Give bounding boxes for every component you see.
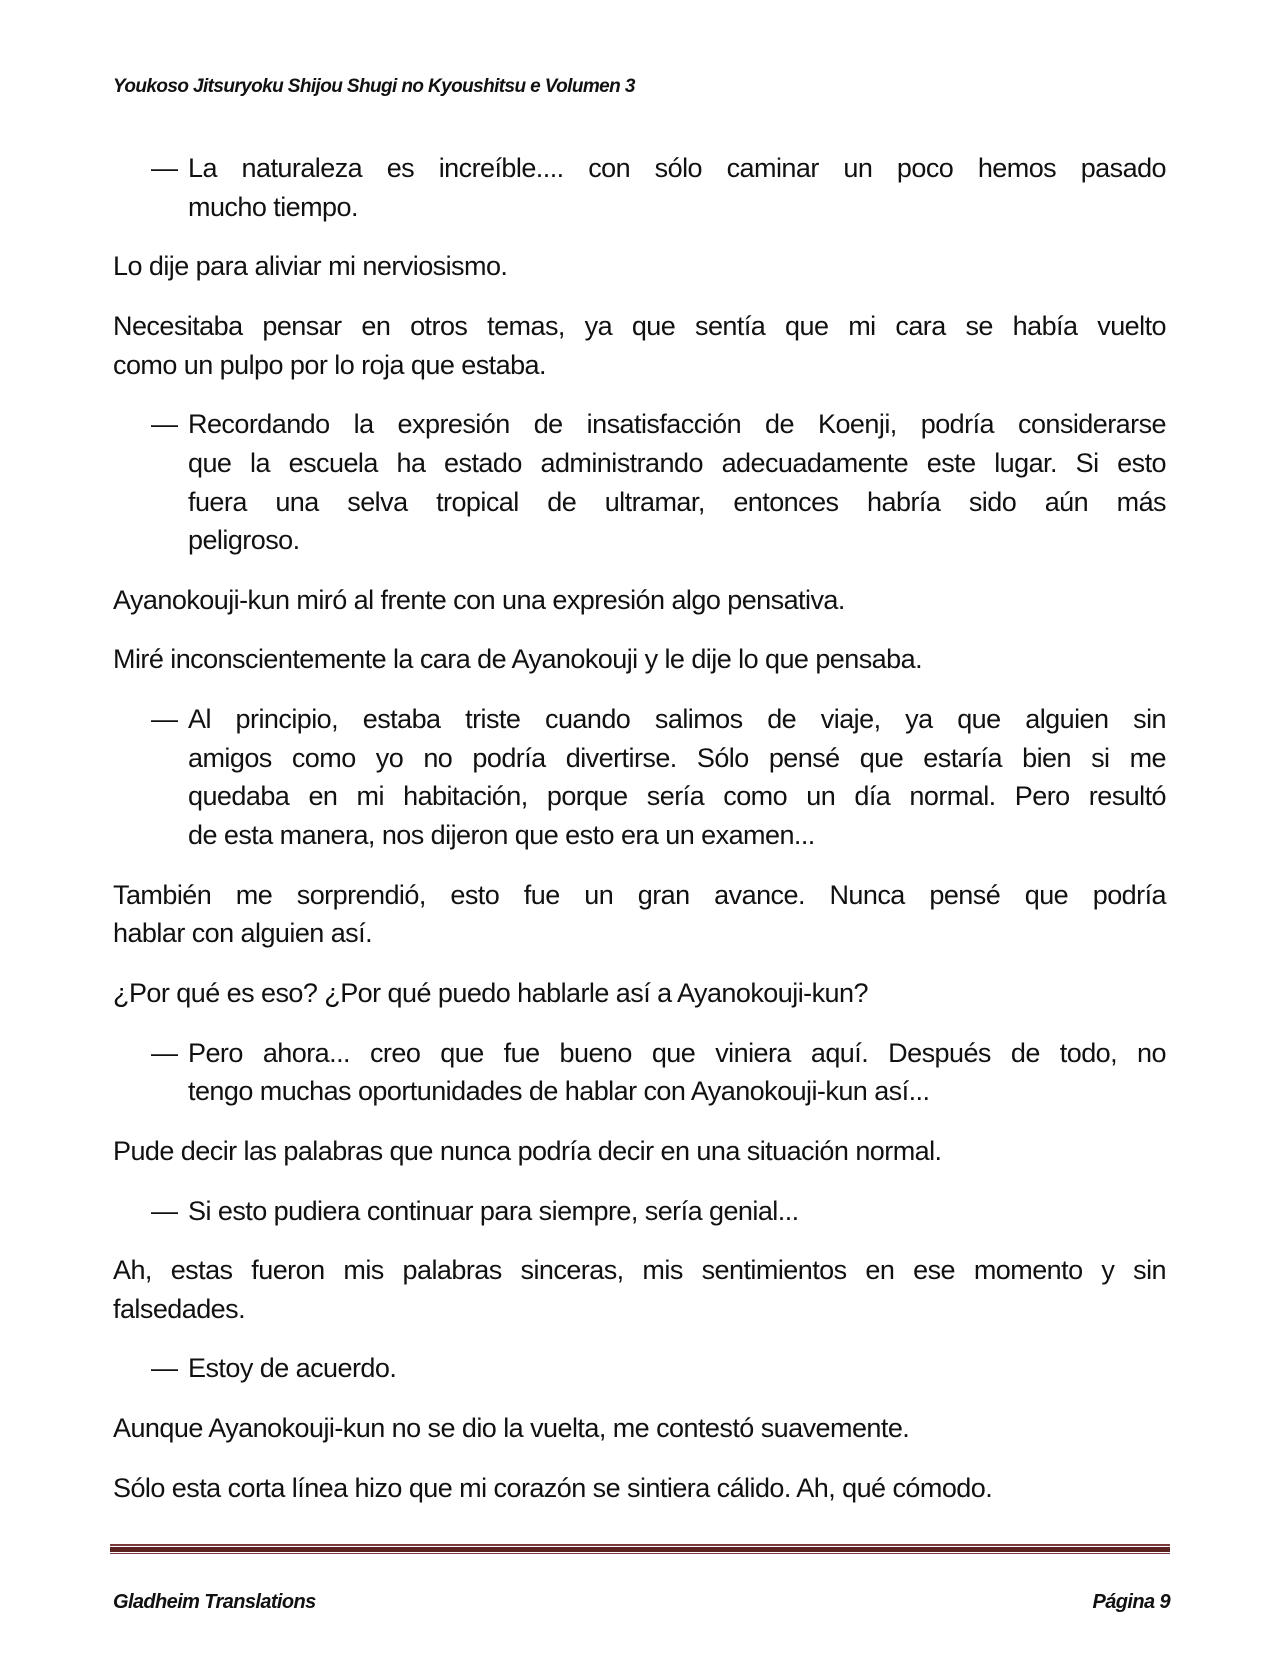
text-line: Estoy de acuerdo. — [188, 1353, 397, 1384]
text-line: La naturaleza es increíble.... con sólo caminar un poco hemos pasado — [188, 153, 1166, 183]
text-line: Necesitaba pensar en otros temas, ya que sentía que mi cara se había vuelto — [113, 310, 1166, 341]
footer-translator: Gladheim Translations — [113, 1591, 316, 1613]
text-line: como un pulpo por lo roja que estaba. — [113, 349, 546, 380]
text-line: Pude decir las palabras que nunca podría decir en una situación normal. — [113, 1135, 942, 1166]
narration-paragraph — [113, 1469, 1166, 1508]
dialogue-dash: — — [151, 1353, 178, 1384]
text-line: quedaba en mi habitación, porque sería como un día normal. Pero resultó — [188, 781, 1166, 812]
text-line: peligroso. — [188, 525, 300, 556]
dialogue-dash: — — [151, 1037, 178, 1068]
page-number: Página 9 — [1092, 1591, 1170, 1613]
narration-paragraph — [113, 1251, 1166, 1328]
narration-paragraph — [113, 1132, 1166, 1171]
dialogue-dash: — — [151, 153, 178, 183]
dialogue-dash: — — [151, 704, 178, 735]
text-line: Ah, estas fueron mis palabras sinceras, mis sentimientos en ese momento y sin — [113, 1255, 1166, 1286]
narration-paragraph — [113, 1409, 1166, 1448]
dialogue-paragraph — [113, 149, 1166, 226]
text-line: ¿Por qué es eso? ¿Por qué puedo hablarle así a Ayanokouji-kun? — [113, 978, 868, 1009]
text-line: fuera una selva tropical de ultramar, entonces habría sido aún más — [188, 486, 1166, 517]
narration-paragraph — [113, 247, 1166, 286]
dialogue-dash: — — [151, 409, 178, 440]
text-line: Lo dije para aliviar mi nerviosismo. — [113, 251, 508, 282]
narration-paragraph — [113, 581, 1166, 620]
running-header: Youkoso Jitsuryoku Shijou Shugi no Kyoushitsu e Volumen 3 — [113, 76, 635, 97]
text-line: amigos como yo no podría divertirse. Sólo pensé que estaría bien si me — [188, 742, 1166, 773]
text-line: hablar con alguien así. — [113, 918, 373, 949]
text-line: Recordando la expresión de insatisfacción de Koenji, podría considerarse — [188, 409, 1166, 440]
dialogue-paragraph — [113, 1192, 1166, 1231]
dialogue-paragraph — [113, 1034, 1166, 1111]
text-line: Si esto pudiera continuar para siempre, sería genial... — [188, 1195, 799, 1226]
dialogue-paragraph — [113, 405, 1166, 560]
text-line: Aunque Ayanokouji-kun no se dio la vuelta, me contestó suavemente. — [113, 1413, 910, 1444]
narration-paragraph — [113, 876, 1166, 953]
text-line: Al principio, estaba triste cuando salimos de viaje, ya que alguien sin — [188, 704, 1166, 735]
narration-paragraph — [113, 307, 1166, 384]
text-line: Miré inconscientemente la cara de Ayanokouji y le dije lo que pensaba. — [113, 644, 923, 675]
text-line: Ayanokouji-kun miró al frente con una expresión algo pensativa. — [113, 584, 845, 615]
text-line: tengo muchas oportunidades de hablar con Ayanokouji-kun así... — [188, 1076, 930, 1107]
narration-paragraph — [113, 640, 1166, 679]
text-line: de esta manera, nos dijeron que esto era un examen... — [188, 820, 815, 851]
dialogue-paragraph — [113, 700, 1166, 855]
text-line: También me sorprendió, esto fue un gran avance. Nunca pensé que podría — [113, 879, 1166, 910]
text-line: falsedades. — [113, 1293, 246, 1324]
text-line: mucho tiempo. — [188, 191, 358, 222]
dialogue-paragraph — [113, 1349, 1166, 1388]
text-line: Sólo esta corta línea hizo que mi corazón se sintiera cálido. Ah, qué cómodo. — [113, 1472, 993, 1503]
text-line: Pero ahora... creo que fue bueno que viniera aquí. Después de todo, no — [188, 1037, 1166, 1068]
page-body — [113, 149, 1166, 1528]
narration-paragraph — [113, 974, 1166, 1013]
footer-rule — [110, 1544, 1170, 1554]
text-line: que la escuela ha estado administrando adecuadamente este lugar. Si esto — [188, 447, 1166, 478]
dialogue-dash: — — [151, 1195, 178, 1226]
